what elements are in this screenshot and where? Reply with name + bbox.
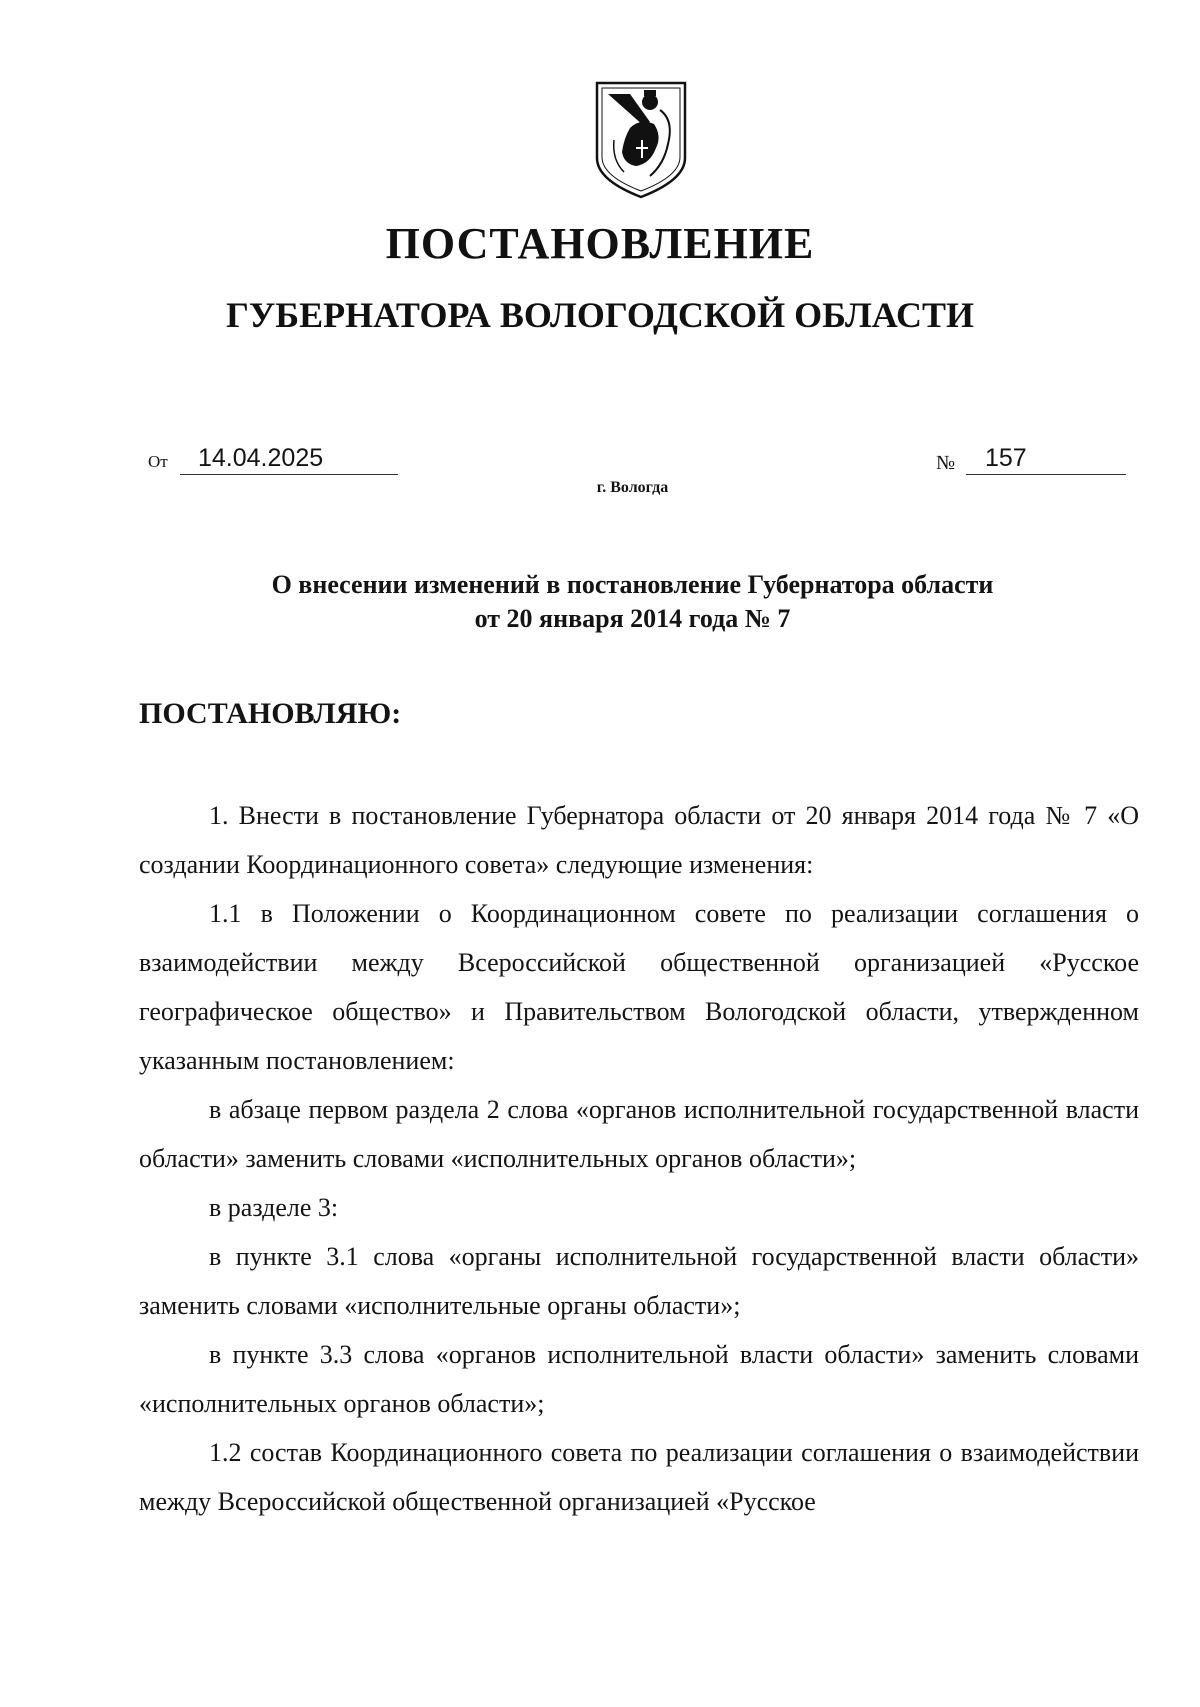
- subject-line-1: О внесении изменений в постановление Губернатора области: [271, 570, 994, 599]
- document-subject: [0, 568, 1200, 636]
- coat-of-arms-icon: [594, 80, 688, 200]
- city-label: г. Вологда: [596, 479, 669, 496]
- document-type-title: ПОСТАНОВЛЕНИЕ: [385, 219, 815, 268]
- number-underline: [966, 474, 1126, 475]
- subject-line-2: от 20 января 2014 года № 7: [474, 604, 791, 633]
- number-label: №: [936, 452, 956, 474]
- issuer-title: ГУБЕРНАТОРА ВОЛОГОДСКОЙ ОБЛАСТИ: [225, 295, 975, 335]
- body-paragraph: в разделе 3:: [209, 1193, 339, 1222]
- document-date: 14.04.2025: [198, 444, 324, 472]
- body-paragraph: 1.1 в Положении о Координационном совете по реализации соглашения о взаимодействии между Всероссийской общественной организацией «Русское географическое общество» и Правительством Вологодской области, утвержденном указанным постановлением:: [139, 899, 1139, 1075]
- date-underline: [180, 474, 398, 475]
- body-paragraph: в пункте 3.3 слова «органов исполнительной власти области» заменить словами «исполнительных органов области»;: [139, 1340, 1139, 1418]
- document-number: 157: [985, 444, 1027, 472]
- document-body: [139, 791, 1139, 1526]
- date-label: От: [148, 452, 168, 471]
- body-paragraph: в абзаце первом раздела 2 слова «органов исполнительной государственной власти области» заменить словами «исполнительных органов области»;: [139, 1095, 1139, 1173]
- body-paragraph: 1. Внести в постановление Губернатора области от 20 января 2014 года № 7 «О создании Координационного совета» следующие изменения:: [139, 801, 1139, 879]
- body-paragraph: 1.2 состав Координационного совета по реализации соглашения о взаимодействии между Всероссийской общественной организацией «Русское: [139, 1438, 1139, 1516]
- body-paragraph: в пункте 3.1 слова «органы исполнительной государственной власти области» заменить словами «исполнительные органы области»;: [139, 1242, 1139, 1320]
- resolve-heading: ПОСТАНОВЛЯЮ:: [139, 697, 402, 730]
